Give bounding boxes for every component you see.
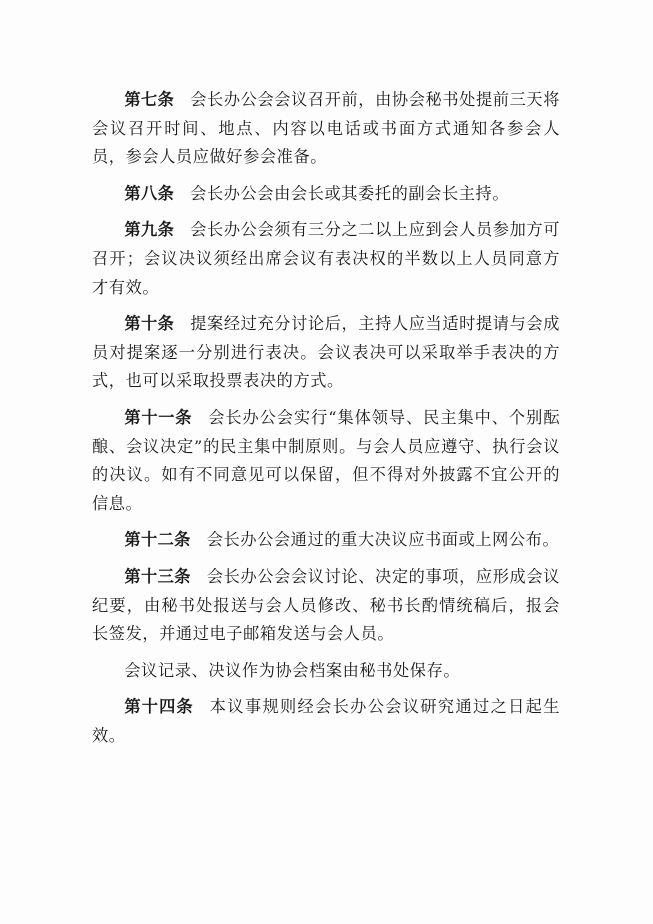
article-8-text: 会长办公会由会长或其委托的副会长主持。 (190, 183, 510, 203)
article-11-heading: 第十一条 (124, 407, 193, 427)
article-13-paragraph (92, 563, 560, 649)
article-14-heading: 第十四条 (124, 697, 194, 717)
article-7-text: 会长办公会会议召开前，由协会秘书处提前三天将会议召开时间、地点、内容以电话或书面方式通知各参会人员，参会人员应做好参会准备。 (92, 90, 560, 167)
article-8-heading: 第八条 (124, 183, 175, 203)
article-11-text: 会长办公会实行“集体领导、民主集中、个别酝酿、会议决定”的民主集中制原则。与会人员应遵守、执行会议的决议。如有不同意见可以保留，但不得对外披露不宜公开的信息。 (92, 407, 560, 513)
records-paragraph (92, 657, 560, 686)
article-7-heading: 第七条 (124, 90, 175, 109)
article-10-text: 提案经过充分讨论后，主持人应当适时提请与会成员对提案逐一分别进行表决。会议表决可以采取举手表决的方式，也可以采取投票表决的方式。 (92, 314, 560, 391)
article-13-heading: 第十三条 (124, 566, 191, 586)
article-7-paragraph (92, 86, 560, 172)
article-12-heading: 第十二条 (124, 530, 191, 550)
article-10-heading: 第十条 (124, 314, 175, 334)
article-14-paragraph (92, 693, 560, 750)
article-9-text: 会长办公会须有三分之二以上应到会人员参加方可召开；会议决议须经出席会议有表决权的半数以上人员同意方才有效。 (92, 220, 560, 297)
document-body (92, 86, 560, 758)
article-8-paragraph (92, 180, 560, 209)
article-14-text: 本议事规则经会长办公会议研究通过之日起生效。 (92, 697, 561, 745)
article-11-paragraph (92, 404, 560, 518)
article-12-text: 会长办公会通过的重大决议应书面或上网公布。 (206, 530, 560, 550)
article-12-paragraph (92, 526, 560, 555)
article-10-paragraph (92, 310, 560, 396)
article-9-heading: 第九条 (124, 220, 175, 240)
article-9-paragraph (92, 216, 560, 302)
records-text: 会议记录、决议作为协会档案由秘书处保存。 (124, 660, 461, 680)
article-13-text: 会长办公会会议讨论、决定的事项，应形成会议纪要，由秘书处报送与会人员修改、秘书长酌情统稿后，报会长签发，并通过电子邮箱发送与会人员。 (92, 566, 560, 644)
